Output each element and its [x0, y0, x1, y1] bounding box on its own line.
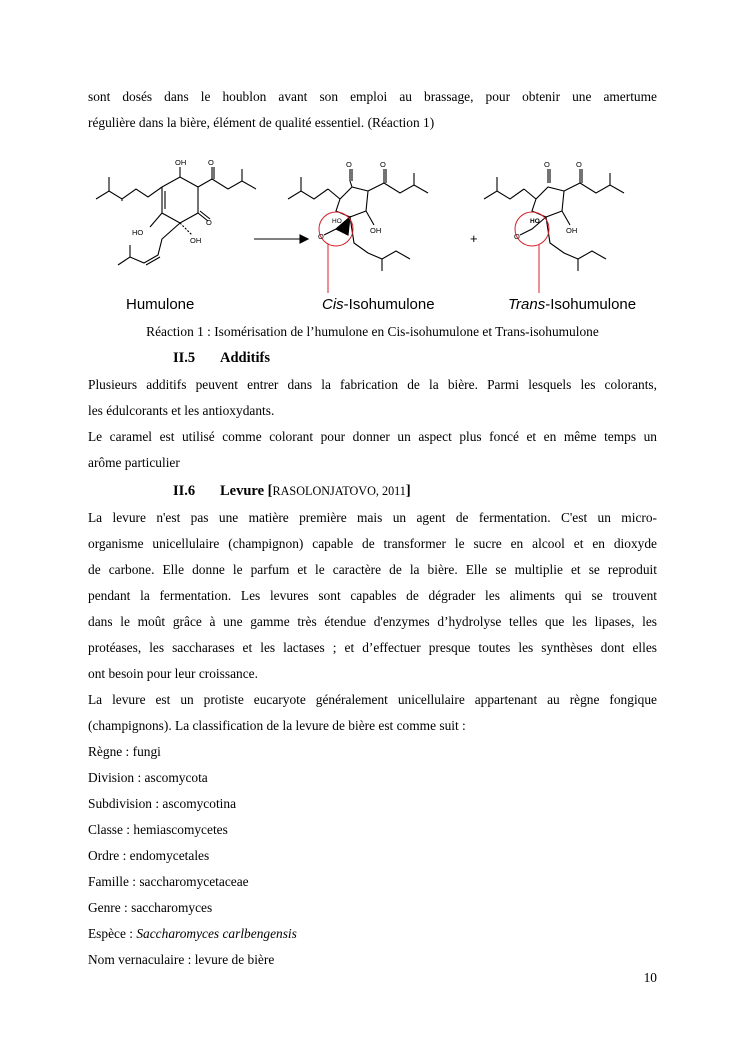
- section-5-title: Additifs: [220, 350, 270, 366]
- levure-line: dans le moût grâce à une gamme très étendue d'enzymes d’hydrolyse telles que les lipases, les: [88, 614, 657, 629]
- humulone-structure: [96, 167, 256, 265]
- intro-line-2: régulière dans la bière, élément de qualité essentiel. (Réaction 1): [88, 115, 435, 130]
- label-cis: Cis-Isohumulone: [322, 296, 435, 313]
- classification-item: Famille : saccharomycetaceae: [88, 874, 249, 889]
- reaction-diagram: [88, 155, 657, 320]
- section-6-heading: [173, 478, 411, 504]
- section-5-line: arôme particulier: [88, 455, 180, 470]
- trans-o-carbonyl: O: [514, 232, 520, 241]
- levure-line: de carbone. Elle donne le parfum et le caractère de la bière. Elle se multiplie et se reproduit: [88, 562, 657, 577]
- trans-isohumulone-structure: [484, 169, 624, 271]
- label-humulone: Humulone: [126, 296, 195, 313]
- humulone-o-top: O: [208, 158, 214, 167]
- protiste-line: La levure est un protiste eucaryote généralement unicellulaire appartenant au règne fongique: [88, 692, 657, 707]
- section-5-body: [88, 372, 657, 476]
- levure-line: pendant la fermentation. Les levures sont capables de dégrader les aliments qui se trouvent: [88, 588, 657, 603]
- classification-item: Règne : fungi: [88, 744, 161, 759]
- label-trans: Trans-Isohumulone: [508, 296, 637, 313]
- section-5-line: Plusieurs additifs peuvent entrer dans la fabrication de la bière. Parmi lesquels les colorants,: [88, 377, 657, 392]
- classification-item: Division : ascomycota: [88, 770, 208, 785]
- cis-isohumulone-structure: [288, 169, 428, 271]
- intro-line-1: sont dosés dans le houblon avant son emploi au brassage, pour obtenir une amertume: [88, 89, 657, 104]
- classification-item: Classe : hemiascomycetes: [88, 822, 228, 837]
- trans-oh: OH: [566, 226, 578, 235]
- humulone-atoms: [132, 158, 214, 245]
- compound-labels: [126, 296, 636, 313]
- section-5-line: les édulcorants et les antioxydants.: [88, 403, 275, 418]
- levure-line: organisme unicellulaire (champignon) capable de transformer le sucre en alcool et en dioxyde: [88, 536, 657, 551]
- reaction-arrow: [254, 235, 308, 243]
- trans-o-side: O: [576, 160, 582, 169]
- cis-oh: OH: [370, 226, 382, 235]
- section-6-reference: RASOLONJATOVO, 2011: [272, 484, 406, 498]
- intro-paragraph: [88, 84, 657, 136]
- humulone-ho: HO: [132, 228, 144, 237]
- section-5-heading: [173, 345, 270, 371]
- levure-line: ont besoin pour leur croissance.: [88, 666, 258, 681]
- classification-item: Genre : saccharomyces: [88, 900, 213, 915]
- plus-sign: +: [470, 231, 478, 246]
- classification-item: Ordre : endomycetales: [88, 848, 210, 863]
- classification-vernacular: Nom vernaculaire : levure de bière: [88, 952, 275, 967]
- section-5-line: Le caramel est utilisé comme colorant pour donner un aspect plus foncé et en même temps un: [88, 429, 657, 444]
- section-6-body: [88, 505, 657, 973]
- trans-ho: HO: [530, 218, 540, 225]
- section-6-title: Levure: [220, 483, 265, 499]
- species-label: Espèce :: [88, 926, 137, 941]
- section-6-number: II.6: [173, 483, 196, 499]
- protiste-line: (champignons). La classification de la levure de bière est comme suit :: [88, 718, 466, 733]
- humulone-oh-top: OH: [175, 158, 187, 167]
- section-5-number: II.5: [173, 350, 196, 366]
- ref-close-bracket: ]: [405, 483, 411, 499]
- cis-o-top: O: [346, 160, 352, 169]
- ref-open-bracket: [: [267, 483, 273, 499]
- cis-o-carbonyl: O: [318, 232, 324, 241]
- cis-o-side: O: [380, 160, 386, 169]
- classification-item: Subdivision : ascomycotina: [88, 796, 237, 811]
- cis-ho-small: HO: [332, 218, 342, 225]
- humulone-o-ring: O: [206, 218, 212, 227]
- trans-o-top: O: [544, 160, 550, 169]
- classification-species: [88, 921, 657, 947]
- reaction-caption: Réaction 1 : Isomérisation de l’humulone en Cis-isohumulone et Trans-isohumulone: [146, 324, 599, 339]
- humulone-oh-hash: OH: [190, 236, 202, 245]
- levure-line: La levure n'est pas une matière première mais un agent de fermentation. C'est un micro-: [88, 510, 657, 525]
- species-name: Saccharomyces carlbengensis: [136, 926, 297, 941]
- page-number: 10: [643, 970, 657, 985]
- levure-line: protéases, les saccharases et les lactases ; et d’effectuer presque toutes les synthèses dont elles: [88, 640, 657, 655]
